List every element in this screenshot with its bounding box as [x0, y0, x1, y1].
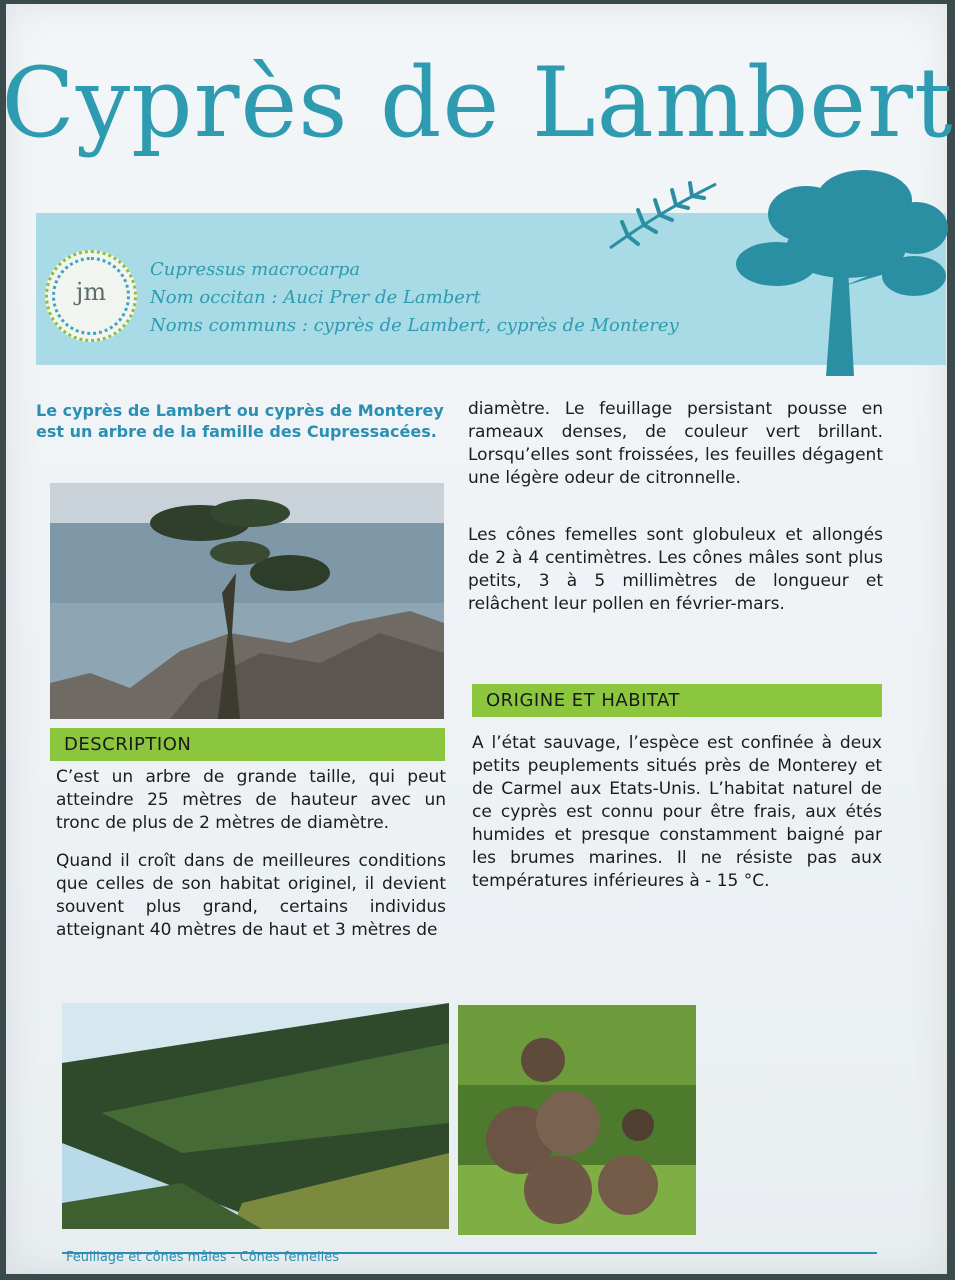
habitat-paragraph: A l’état sauvage, l’espèce est confinée à deux petits peuplements situés près de Monterey et de Carmel aux Etats-Unis. L’habitat naturel de ce cyprès est connu pour être frais, aux étés humides et presque constamment baigné par les brumes marines. Il ne résiste pas aux températures inférieures à - 15 °C.	[472, 733, 882, 891]
photo-caption: Feuillage et cônes mâles - Cônes femelles	[66, 1250, 340, 1265]
photo-foliage	[62, 1003, 449, 1229]
habitat-heading: ORIGINE ET HABITAT	[472, 684, 882, 717]
scientific-name: Cupressus macrocarpa	[150, 259, 361, 280]
description-paragraph-1: C’est un arbre de grande taille, qui peut atteindre 25 mètres de hauteur avec un tronc de plus de 2 mètres de diamètre.	[56, 767, 446, 833]
page-title: Cyprès de Lambert	[1, 47, 954, 159]
jm-logo	[45, 250, 137, 342]
occitan-name: Nom occitan : Auci Prer de Lambert	[150, 287, 481, 308]
right-paragraph-1: diamètre. Le feuillage persistant pousse en rameaux denses, de couleur vert brillant. Lorsqu’elles sont froissées, les feuilles dégagent une légère odeur de citronnelle.	[468, 399, 883, 488]
cypress-sprig-icon	[608, 178, 720, 252]
right-paragraph-2: Les cônes femelles sont globuleux et allongés de 2 à 4 centimètres. Les cônes mâles sont plus petits, 3 à 5 millimètres de longueur et relâchent leur pollen en février-mars.	[468, 525, 883, 614]
intro-text: Le cyprès de Lambert ou cyprès de Monterey est un arbre de la famille des Cupressacées.	[36, 401, 444, 441]
cypress-tree-icon	[736, 168, 950, 376]
species-names	[150, 256, 679, 340]
photo-female-cones	[458, 1005, 696, 1235]
logo-text: jm	[75, 278, 107, 306]
description-paragraph-2: Quand il croît dans de meilleures conditions que celles de son habitat originel, il devient souvent plus grand, certains individus atteignant 40 mètres de haut et 3 mètres de	[56, 851, 446, 940]
photo-lone-cypress	[50, 483, 444, 719]
common-names: Noms communs : cyprès de Lambert, cyprès de Monterey	[150, 315, 679, 336]
description-heading: DESCRIPTION	[50, 728, 445, 761]
